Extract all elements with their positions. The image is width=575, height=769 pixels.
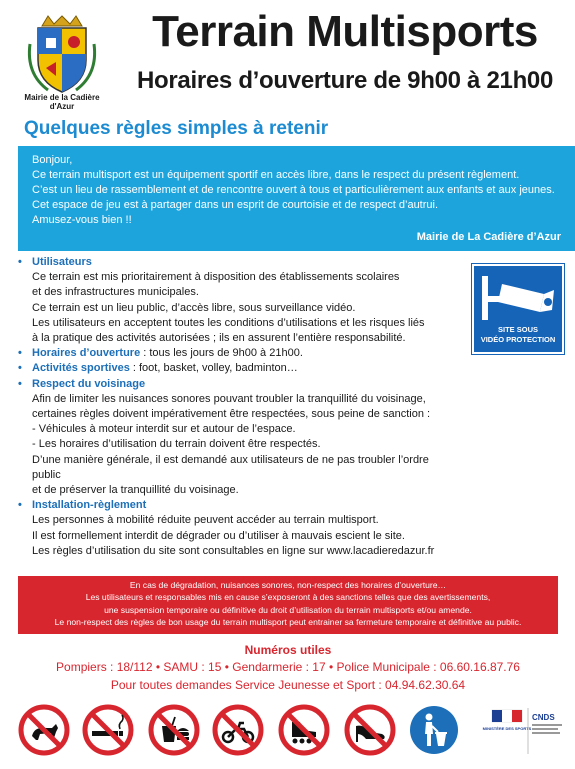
- useful-numbers: [18, 643, 558, 694]
- rule-activites: [18, 361, 448, 376]
- rule-utilisateurs: [18, 255, 448, 346]
- bullet-icon: •: [18, 362, 22, 375]
- useful-numbers-title: Numéros utiles: [244, 643, 332, 657]
- warning-box: [18, 576, 558, 634]
- rule-heading: Respect du voisinage: [32, 377, 146, 390]
- ministry-logo: [482, 704, 570, 760]
- rule-line: Les utilisateurs en acceptent toutes les conditions d’utilisations et les risques liés: [32, 316, 425, 329]
- rule-line: Ce terrain est un lieu public, d’accès libre, sous surveillance vidéo.: [32, 301, 356, 314]
- town-crest-icon: [28, 14, 96, 94]
- bullet-icon: •: [18, 256, 22, 268]
- intro-line: Amusez-vous bien !!: [32, 214, 132, 226]
- ministry-label: MINISTÈRE DES SPORTS: [482, 726, 532, 731]
- rule-installation: [18, 498, 448, 559]
- rule-voisinage: [18, 377, 448, 499]
- rule-horaires: [18, 346, 448, 361]
- warning-line: En cas de dégradation, nuisances sonores, non-respect des horaires d’ouverture…: [129, 580, 447, 590]
- rule-line: Les règles d’utilisation du site sont consultables en ligne sur www.lacadieredazur.fr: [32, 544, 435, 557]
- section-title: Quelques règles simples à retenir: [24, 118, 329, 139]
- bullet-icon: •: [18, 347, 22, 360]
- camera-sign-line1: SITE SOUS: [497, 325, 539, 334]
- rule-line: à la pratique des activités autorisées ; ils en assurent l’entière responsabilité.: [32, 332, 406, 345]
- video-surveillance-sign: [472, 264, 564, 354]
- no-food-icon: [148, 704, 200, 756]
- use-trash-bin-icon: [408, 704, 460, 756]
- header: [0, 0, 575, 112]
- warning-line: Le non-respect des règles de bon usage du terrain multisport peut entrainer sa fermeture temporaire et définitive au public.: [54, 617, 522, 628]
- intro-line: Ce terrain multisport est un équipement sportif en accès libre, dans le respect du présent règlement.: [32, 169, 520, 181]
- rule-text: : foot, basket, volley, badminton…: [129, 362, 298, 375]
- cctv-camera-icon: [474, 266, 562, 352]
- rule-line: Afin de limiter les nuisances sonores pouvant troubler la tranquillité du voisinage,: [32, 392, 426, 405]
- rule-line: et des infrastructures municipales.: [32, 286, 199, 299]
- emergency-numbers: Pompiers : 18/112 • SAMU : 15 • Gendarmerie : 17 • Police Municipale : 06.60.16.87.76: [56, 660, 520, 674]
- opening-hours-subtitle: Horaires d’ouverture de 9h00 à 21h00: [136, 67, 554, 94]
- intro-line: C’est un lieu de rassemblement et de rencontre ouvert à tous et particulièrement aux enfants et aux jeunes.: [32, 184, 555, 196]
- page-title: Terrain Multisports: [152, 7, 538, 56]
- rule-line: - Les horaires d’utilisation du terrain doivent être respectés.: [32, 438, 321, 451]
- rules-list: [18, 255, 448, 559]
- intro-line: Cet espace de jeu est à partager dans un esprit de courtoisie et de respect d’autrui.: [32, 199, 439, 211]
- intro-box: [18, 146, 575, 251]
- partner-logos: [482, 704, 570, 760]
- warning-line: Les utilisateurs et responsables mis en cause s’exposeront à des sanctions telles que des avertissements,: [85, 592, 491, 603]
- rule-heading: Installation-règlement: [32, 499, 147, 512]
- no-dogs-icon: [18, 704, 70, 756]
- rule-heading: Activités sportives: [32, 362, 130, 375]
- no-roller-skates-icon: [278, 704, 330, 756]
- rule-text: : tous les jours de 9h00 à 21h00.: [140, 347, 303, 360]
- no-heels-icon: [344, 704, 396, 756]
- cnds-label: CNDS: [532, 713, 555, 722]
- rule-line: - Véhicules à moteur interdit sur et autour de l’espace.: [32, 423, 296, 436]
- service-jeunesse-number: Pour toutes demandes Service Jeunesse et Sport : 04.94.62.30.64: [110, 678, 466, 692]
- rule-line: D’une manière générale, il est demandé aux utilisateurs de ne pas troubler l’ordre public: [32, 453, 429, 481]
- intro-signature: Mairie de La Cadière d’Azur: [416, 231, 561, 243]
- rule-heading: Horaires d’ouverture: [32, 347, 141, 360]
- rule-line: Les personnes à mobilité réduite peuvent accéder au terrain multisport.: [32, 514, 379, 527]
- bullet-icon: •: [18, 499, 22, 512]
- rule-line: et de préserver la tranquillité du voisinage.: [32, 484, 239, 497]
- mairie-label: Mairie de la Cadière d'Azur: [24, 93, 100, 111]
- no-motorbike-icon: [212, 704, 264, 756]
- rule-line: Il est formellement interdit de dégrader ou d’utiliser à mauvais escient le site.: [32, 529, 405, 542]
- no-smoking-icon: [82, 704, 134, 756]
- bullet-icon: •: [18, 377, 22, 390]
- warning-line: une suspension temporaire ou définitive du droit d’utilisation du terrain multisports et/ou amende.: [104, 604, 472, 615]
- intro-line: Bonjour,: [32, 154, 73, 166]
- rule-line: certaines règles doivent impérativement être respectées, sous peine de sanction :: [32, 408, 431, 421]
- rule-heading: Utilisateurs: [32, 256, 92, 268]
- camera-sign-line2: VIDÉO PROTECTION: [480, 335, 556, 344]
- rule-line: Ce terrain est mis prioritairement à disposition des établissements scolaires: [32, 271, 400, 284]
